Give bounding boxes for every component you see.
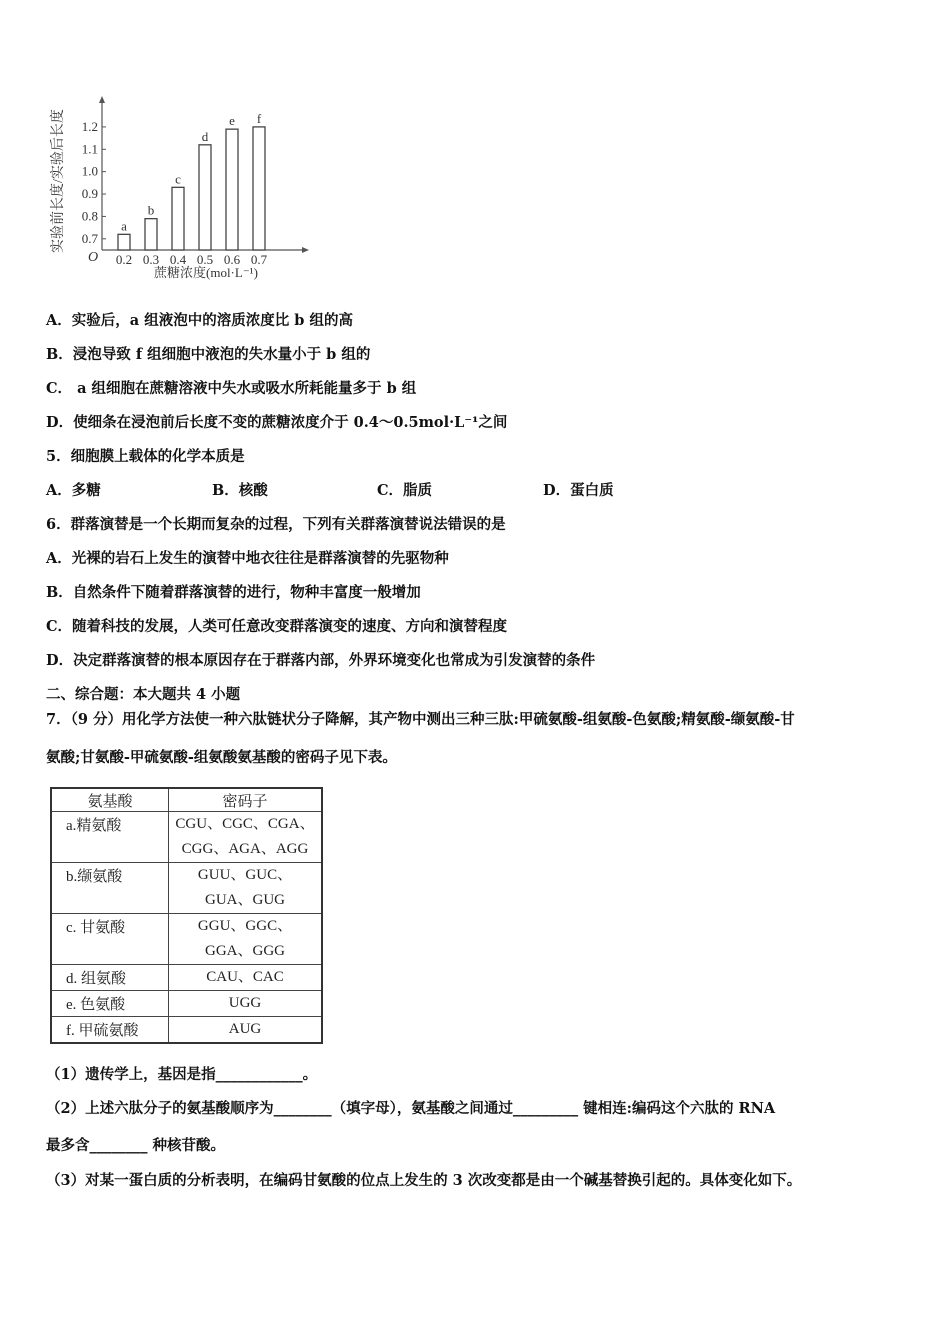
option-text: 实验后，a 组液泡中的溶质浓度比 b 组的高 (71, 312, 353, 329)
q5-stem: 5．细胞膜上载体的化学本质是 (46, 448, 245, 465)
q4-option-c[interactable] (46, 379, 416, 399)
q4-option-b[interactable] (46, 345, 370, 365)
table-row (51, 1017, 322, 1044)
bar-d (199, 145, 211, 250)
codon-cell: GGU、GGC、 GGA、GGG (169, 914, 323, 965)
codon-cell: CAU、CAC (169, 965, 323, 991)
option-text: a 组细胞在蔗糖溶液中失水或吸水所耗能量多于 b 组 (72, 380, 417, 397)
q7-sub2-line2: 最多含________ 种核苷酸。 (46, 1137, 226, 1154)
amino-acid-cell: c. 甘氨酸 (51, 914, 169, 965)
codon-cell: GUU、GUC、 GUA、GUG (169, 863, 323, 914)
q6-option-d[interactable]: D．决定群落演替的根本原因存在于群落内部，外界环境变化也常成为引发演替的条件 (46, 652, 596, 669)
q6-option-c[interactable]: C．随着科技的发展，人类可任意改变群落演变的速度、方向和演替程度 (46, 618, 508, 635)
x-tick-label: 0.7 (250, 252, 268, 267)
codon-cell: AUG (169, 1017, 323, 1044)
bar-label-b: b (147, 202, 155, 218)
y-tick-label: 0.9 (81, 186, 98, 202)
table-row (51, 914, 322, 965)
bar-label-e: e (229, 113, 235, 129)
table-row (51, 965, 322, 991)
codon-cell: UGG (169, 991, 323, 1017)
codon-table (50, 787, 323, 1044)
q5-option-d[interactable]: D．蛋白质 (543, 482, 614, 499)
table-row (51, 863, 322, 914)
x-tick-label: 0.4 (169, 252, 187, 267)
q7-stem-line2: 氨酸;甘氨酸-甲硫氨酸-组氨酸氨基酸的密码子见下表。 (46, 749, 397, 766)
x-tick-label: 0.3 (142, 252, 160, 267)
chart-axes (82, 96, 309, 253)
bar-c (172, 187, 184, 250)
q4-option-a[interactable] (46, 311, 353, 331)
amino-acid-cell: a.精氨酸 (51, 812, 169, 863)
chart-bars (116, 111, 268, 267)
bar-label-c: c (175, 171, 181, 187)
y-tick-label: 1.1 (81, 141, 98, 157)
bar-label-d: d (201, 128, 209, 144)
x-axis-arrow (302, 247, 309, 253)
amino-acid-cell: e. 色氨酸 (51, 991, 169, 1017)
y-tick-label: 1.2 (81, 118, 98, 134)
q7-stem-line1: 7．（9 分）用化学方法使一种六肽链状分子降解，其产物中测出三种三肽:甲硫氨酸-组氨酸-色氨酸;精氨酸-缬氨酸-甘 (46, 711, 795, 728)
q7-sub1: （1）遗传学上，基因是指____________。 (46, 1066, 318, 1083)
table-header-row (51, 788, 322, 812)
y-axis-label: 实验前长度/实验后长度 (51, 109, 66, 253)
bar-label-a: a (121, 218, 127, 234)
amino-acid-cell: b.缬氨酸 (51, 863, 169, 914)
option-text: 浸泡导致 f 组细胞中液泡的失水量小于 b 组的 (72, 346, 371, 363)
y-tick-label: 1.0 (81, 163, 98, 179)
bar-label-f: f (256, 110, 262, 126)
bar-b (145, 219, 157, 250)
q4-option-d[interactable] (46, 413, 507, 433)
bar-e (226, 129, 238, 250)
q6-option-a[interactable]: A．光裸的岩石上发生的演替中地衣往往是群落演替的先驱物种 (46, 550, 449, 567)
option-letter: A． (46, 312, 72, 329)
option-letter: C． (46, 380, 73, 397)
option-letter: D． (46, 414, 74, 431)
q5-option-a[interactable]: A．多糖 (46, 482, 101, 499)
origin-label: O (88, 250, 99, 265)
option-letter: B． (46, 346, 73, 363)
x-axis-label: 蔗糖浓度(mol·L⁻¹) (154, 265, 258, 280)
q7-sub3: （3）对某一蛋白质的分析表明，在编码甘氨酸的位点上发生的 3 次改变都是由一个碱基替换引起的。具体变化如下。 (46, 1172, 802, 1189)
bar-a (118, 234, 130, 250)
option-text: 使细条在浸泡前后长度不变的蔗糖浓度介于 0.4～0.5mol·L⁻¹之间 (73, 414, 508, 431)
y-axis-arrow (99, 96, 105, 103)
x-tick-label: 0.5 (196, 252, 214, 267)
x-tick-label: 0.6 (223, 252, 241, 267)
bar-f (253, 127, 265, 250)
codon-cell: CGU、CGC、CGA、 CGG、AGA、AGG (169, 812, 323, 863)
q6-option-b[interactable]: B．自然条件下随着群落演替的进行，物种丰富度一般增加 (46, 584, 421, 601)
x-tick-label: 0.2 (115, 252, 133, 267)
amino-acid-cell: f. 甲硫氨酸 (51, 1017, 169, 1044)
y-tick-label: 0.7 (81, 230, 98, 246)
table-header: 密码子 (169, 788, 323, 812)
amino-acid-cell: d. 组氨酸 (51, 965, 169, 991)
y-tick-label: 0.8 (81, 208, 98, 224)
q5-option-c[interactable]: C．脂质 (377, 482, 433, 499)
q6-stem: 6．群落演替是一个长期而复杂的过程，下列有关群落演替说法错误的是 (46, 516, 506, 533)
section-heading: 二、综合题：本大题共 4 小题 (46, 686, 241, 703)
q5-option-b[interactable]: B．核酸 (212, 482, 268, 499)
table-header: 氨基酸 (51, 788, 169, 812)
table-row (51, 812, 322, 863)
sucrose-bar-chart (40, 95, 310, 285)
q7-sub2-line1: （2）上述六肽分子的氨基酸顺序为________（填字母），氨基酸之间通过_________ 键相连:编码这个六肽的 RNA (46, 1100, 776, 1117)
table-row (51, 991, 322, 1017)
